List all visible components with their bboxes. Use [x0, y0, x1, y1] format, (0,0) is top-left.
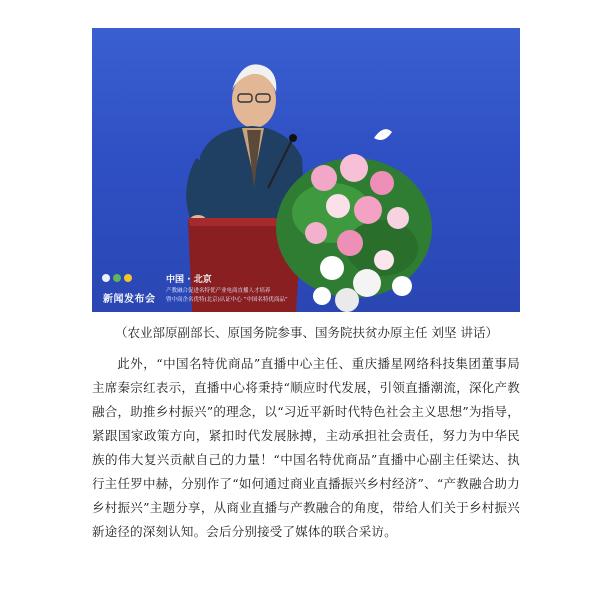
banner-subtitle: 暨中商企名优特(北京)认证中心 “中国名特优商品” — [166, 297, 288, 303]
banner-subtitle: 产教融合促进名特优产业电商直播人才培养 — [166, 288, 271, 294]
logo-icon — [113, 274, 121, 282]
logo-icon — [124, 274, 132, 282]
event-photo — [92, 28, 520, 312]
article-paragraph-text: 此外，“中国名特优商品”直播中心主任、重庆播星网络科技集团董事局主席秦宗红表示，直播中心将秉持“顺应时代发展，引领直播潮流，深化产教融合，助推乡村振兴”的理念，以“习近平新时代特色社会主义思想”为指导，紧跟国家政策方向，紧扣时代发展脉搏，主动承担社会责任，努力为中华民族的伟大复兴贡献自己的力量！“中国名特优商品”直播中心副主任梁达、执行主任罗中赫，分别作了“如何通过商业直播振兴乡村经济”、“产教融合助力乡村振兴”主题分享，从商业直播与产教融合的角度，带给人们关于乡村振兴新途径的深刻认知。会后分别接受了媒体的联合采访。 — [92, 356, 520, 539]
event-location: 中国 · 北京 — [166, 275, 212, 285]
sponsor-logos — [102, 274, 132, 282]
photo-caption: （农业部原副部长、原国务院参事、国务院扶贫办原主任 刘坚 讲话） — [115, 325, 498, 340]
photo-scene — [92, 28, 520, 312]
press-conference-label: 新闻发布会 — [103, 294, 156, 305]
article-paragraph — [92, 352, 520, 544]
logo-icon — [102, 274, 110, 282]
